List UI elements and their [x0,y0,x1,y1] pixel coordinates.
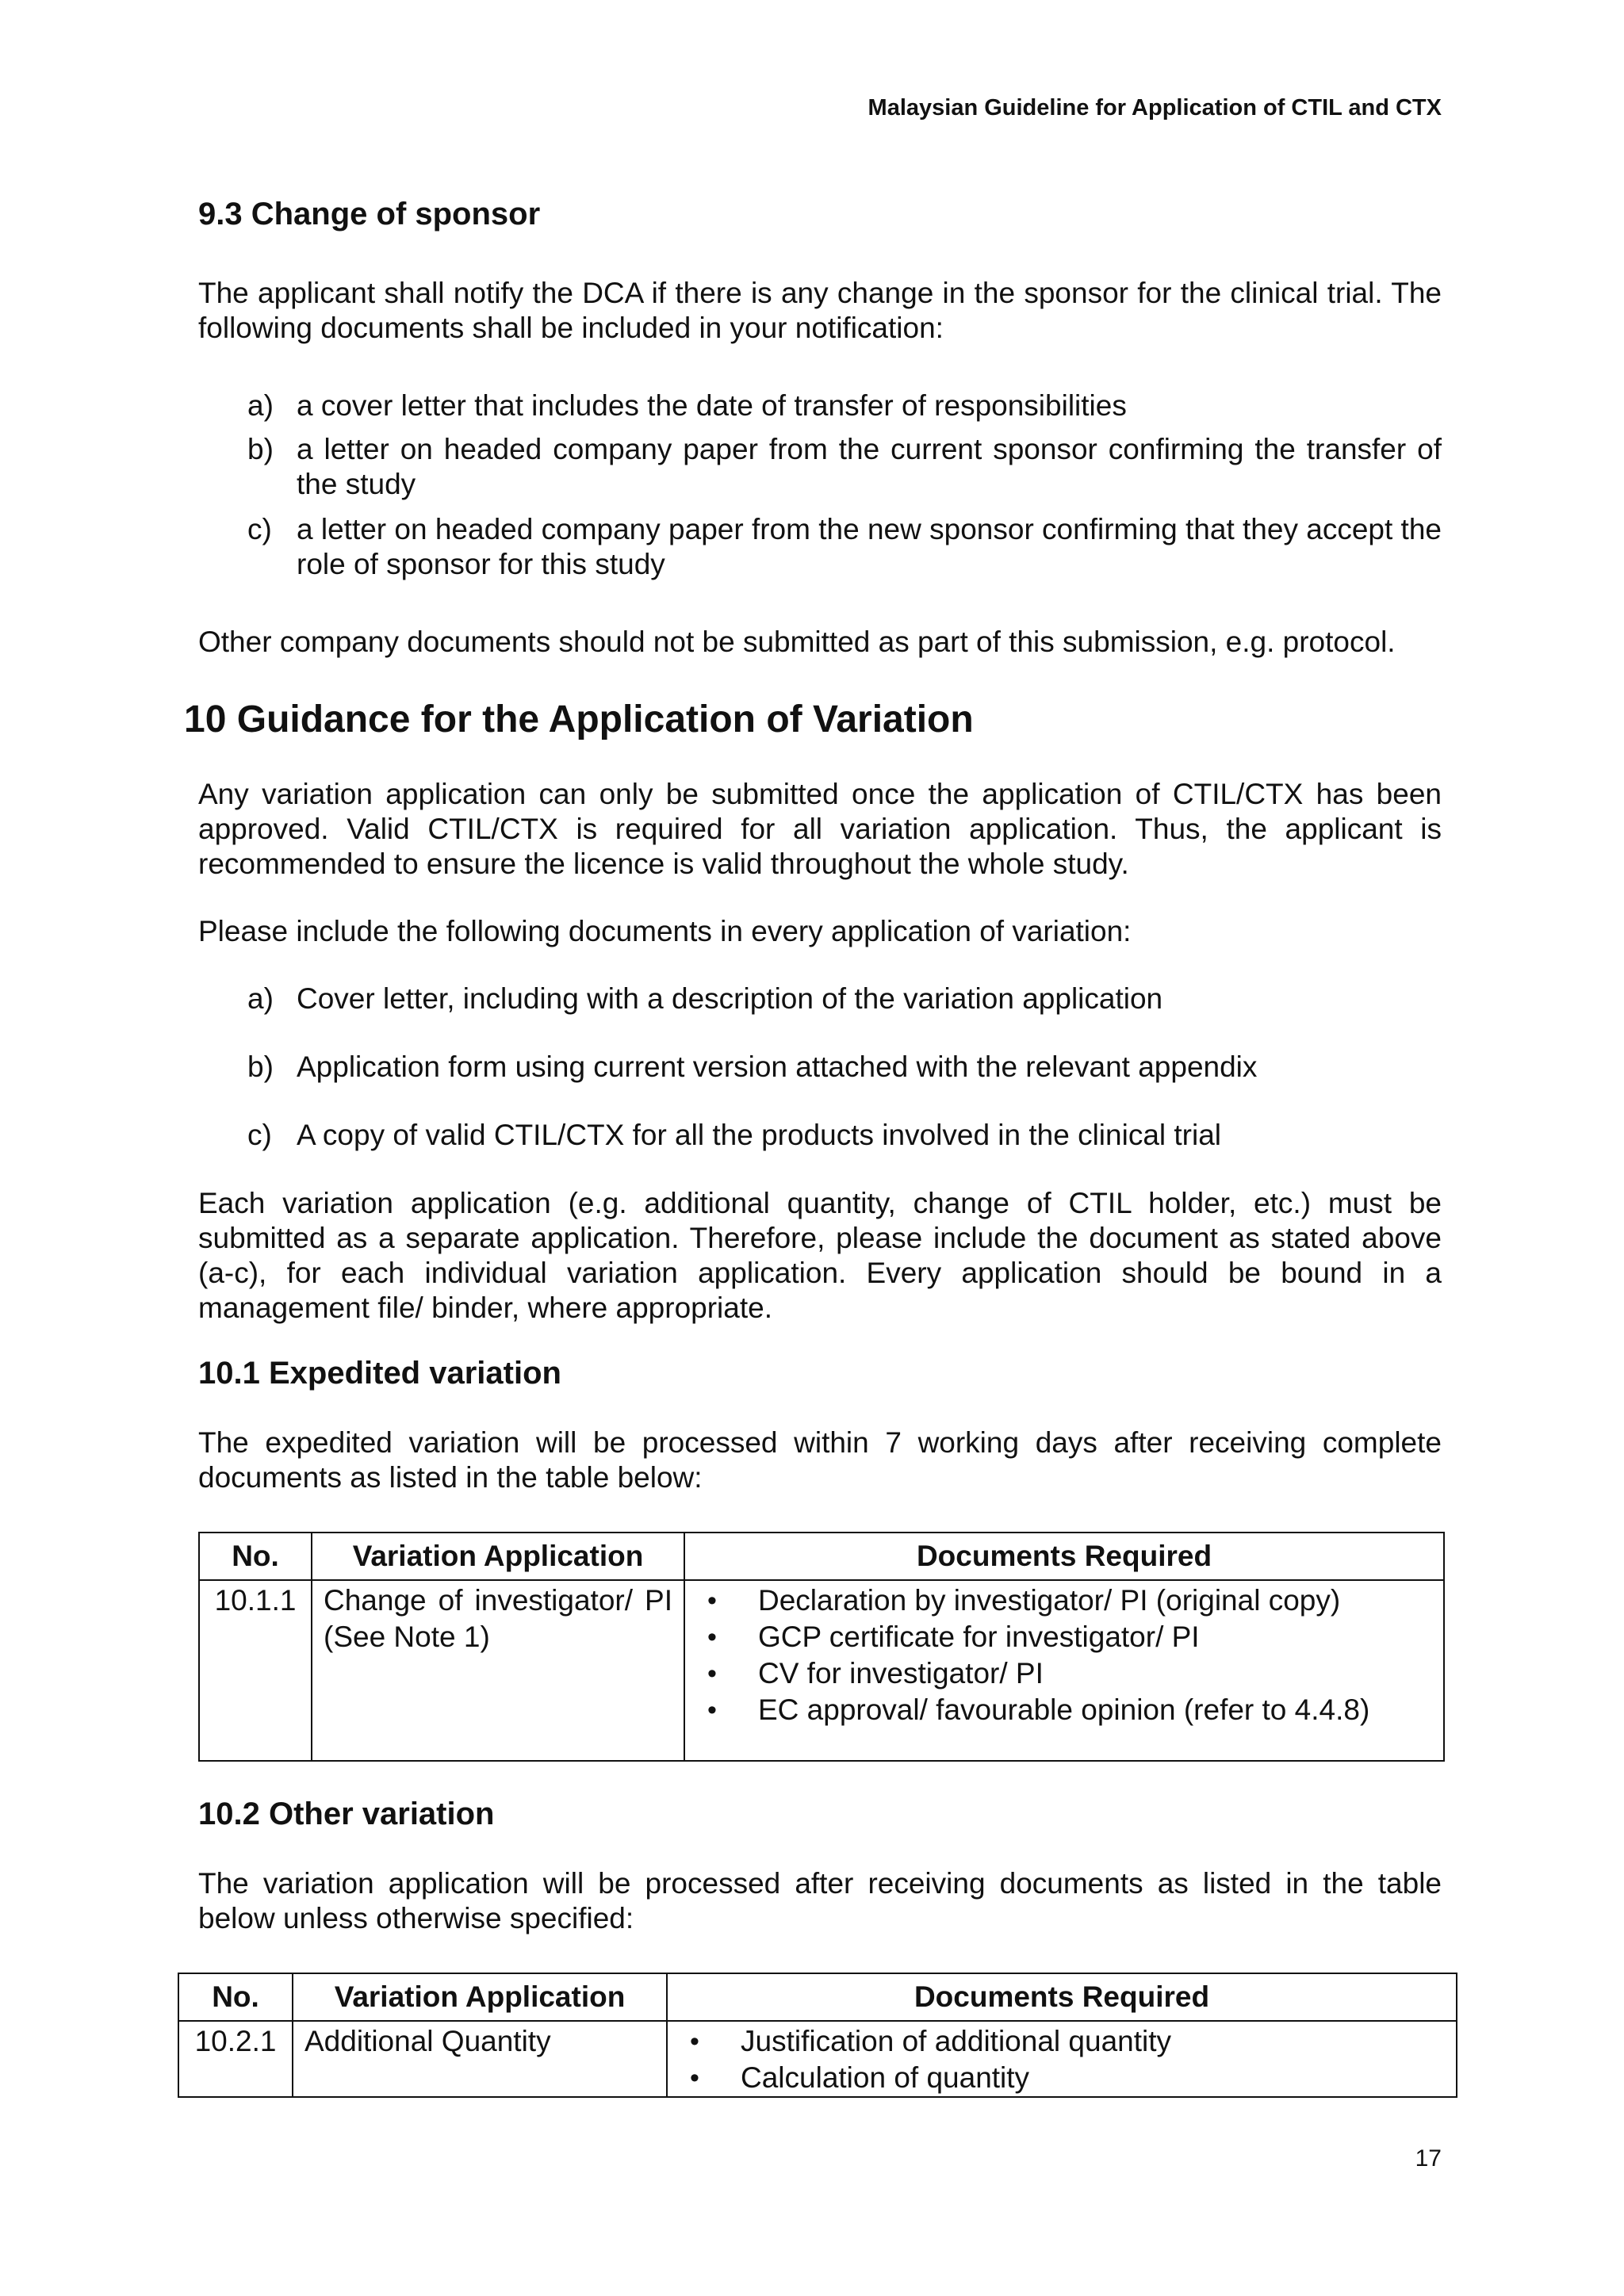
section-9-3-closing: Other company documents should not be submitted as part of this submission, e.g. protocol. [198,626,1396,658]
list-item-text: a cover letter that includes the date of transfer of responsibilities [297,389,1127,422]
document-item: • Declaration by investigator/ PI (original copy) [696,1582,1432,1619]
table-row [178,2021,1457,2097]
section-10-para-1: Any variation application can only be submitted once the application of CTIL/CTX has been approved. Valid CTIL/CTX is required for all variation application. Thus, the applicant is recommended to ensure the licence is valid throughout the whole study. [198,778,1442,880]
column-header-no: No. [199,1533,312,1580]
running-header: Malaysian Guideline for Application of CTIL and CTX [868,95,1442,121]
column-header-variation: Variation Application [312,1533,684,1580]
list-item [247,432,1442,502]
column-header-documents: Documents Required [684,1533,1444,1580]
document-item: • Justification of additional quantity [679,2023,1445,2060]
list-item-text: Cover letter, including with a description of the variation application [297,982,1163,1015]
section-10-heading: 10 Guidance for the Application of Variation [184,698,974,740]
page-number: 17 [1415,2145,1442,2172]
list-marker: c) [247,1119,272,1151]
column-header-variation: Variation Application [293,1973,667,2021]
column-header-no: No. [178,1973,293,2021]
section-10-1-heading: 10.1 Expedited variation [198,1356,561,1391]
cell-documents [667,2021,1457,2097]
cell-documents [684,1580,1444,1761]
document-item: • GCP certificate for investigator/ PI [696,1619,1432,1655]
list-item-text: a letter on headed company paper from the new sponsor confirming that they accept the role of sponsor for this study [297,513,1442,580]
document-item: • Calculation of quantity [679,2060,1445,2096]
document-item: • CV for investigator/ PI [696,1655,1432,1692]
table-header-row [199,1533,1444,1580]
list-item [247,388,1442,423]
column-header-documents: Documents Required [667,1973,1457,2021]
other-variation-table [178,1973,1457,2098]
section-10-2-heading: 10.2 Other variation [198,1797,495,1831]
list-marker: b) [247,1050,274,1083]
table-header-row [178,1973,1457,2021]
table-row [199,1580,1444,1761]
section-10-1-intro: The expedited variation will be processed within 7 working days after receiving complete documents as listed in the table below: [198,1426,1442,1494]
list-item [247,1050,1442,1085]
section-10-2-intro: The variation application will be processed after receiving documents as listed in the table below unless otherwise specified: [198,1867,1442,1934]
document-item: • EC approval/ favourable opinion (refer to 4.4.8) [696,1692,1432,1728]
section-10-para-2: Please include the following documents in every application of variation: [198,915,1132,947]
section-10-para-3: Each variation application (e.g. additional quantity, change of CTIL holder, etc.) must be submitted as a separate application. Therefore, please include the document as stated above (a-c), for each individual variation application. Every application should be bound in a management file/ binder, where appropriate. [198,1187,1442,1324]
list-marker: c) [247,513,272,545]
list-marker: a) [247,982,274,1015]
documents-list [696,1582,1432,1728]
cell-no: 10.2.1 [178,2021,293,2097]
list-item-text: a letter on headed company paper from the current sponsor confirming the transfer of the study [297,433,1442,500]
list-item [247,982,1442,1016]
cell-variation: Additional Quantity [293,2021,667,2097]
list-item [247,512,1442,582]
cell-variation: Change of investigator/ PI (See Note 1) [312,1580,684,1761]
section-9-3-heading: 9.3 Change of sponsor [198,197,541,232]
documents-list [679,2023,1445,2096]
list-item-text: A copy of valid CTIL/CTX for all the products involved in the clinical trial [297,1119,1222,1151]
cell-no: 10.1.1 [199,1580,312,1761]
expedited-variation-table [198,1532,1445,1762]
list-marker: a) [247,389,274,422]
section-9-3-intro: The applicant shall notify the DCA if there is any change in the sponsor for the clinical trial. The following documents shall be included in your notification: [198,277,1442,344]
list-item-text: Application form using current version attached with the relevant appendix [297,1050,1258,1083]
list-item [247,1118,1442,1153]
list-marker: b) [247,433,274,465]
